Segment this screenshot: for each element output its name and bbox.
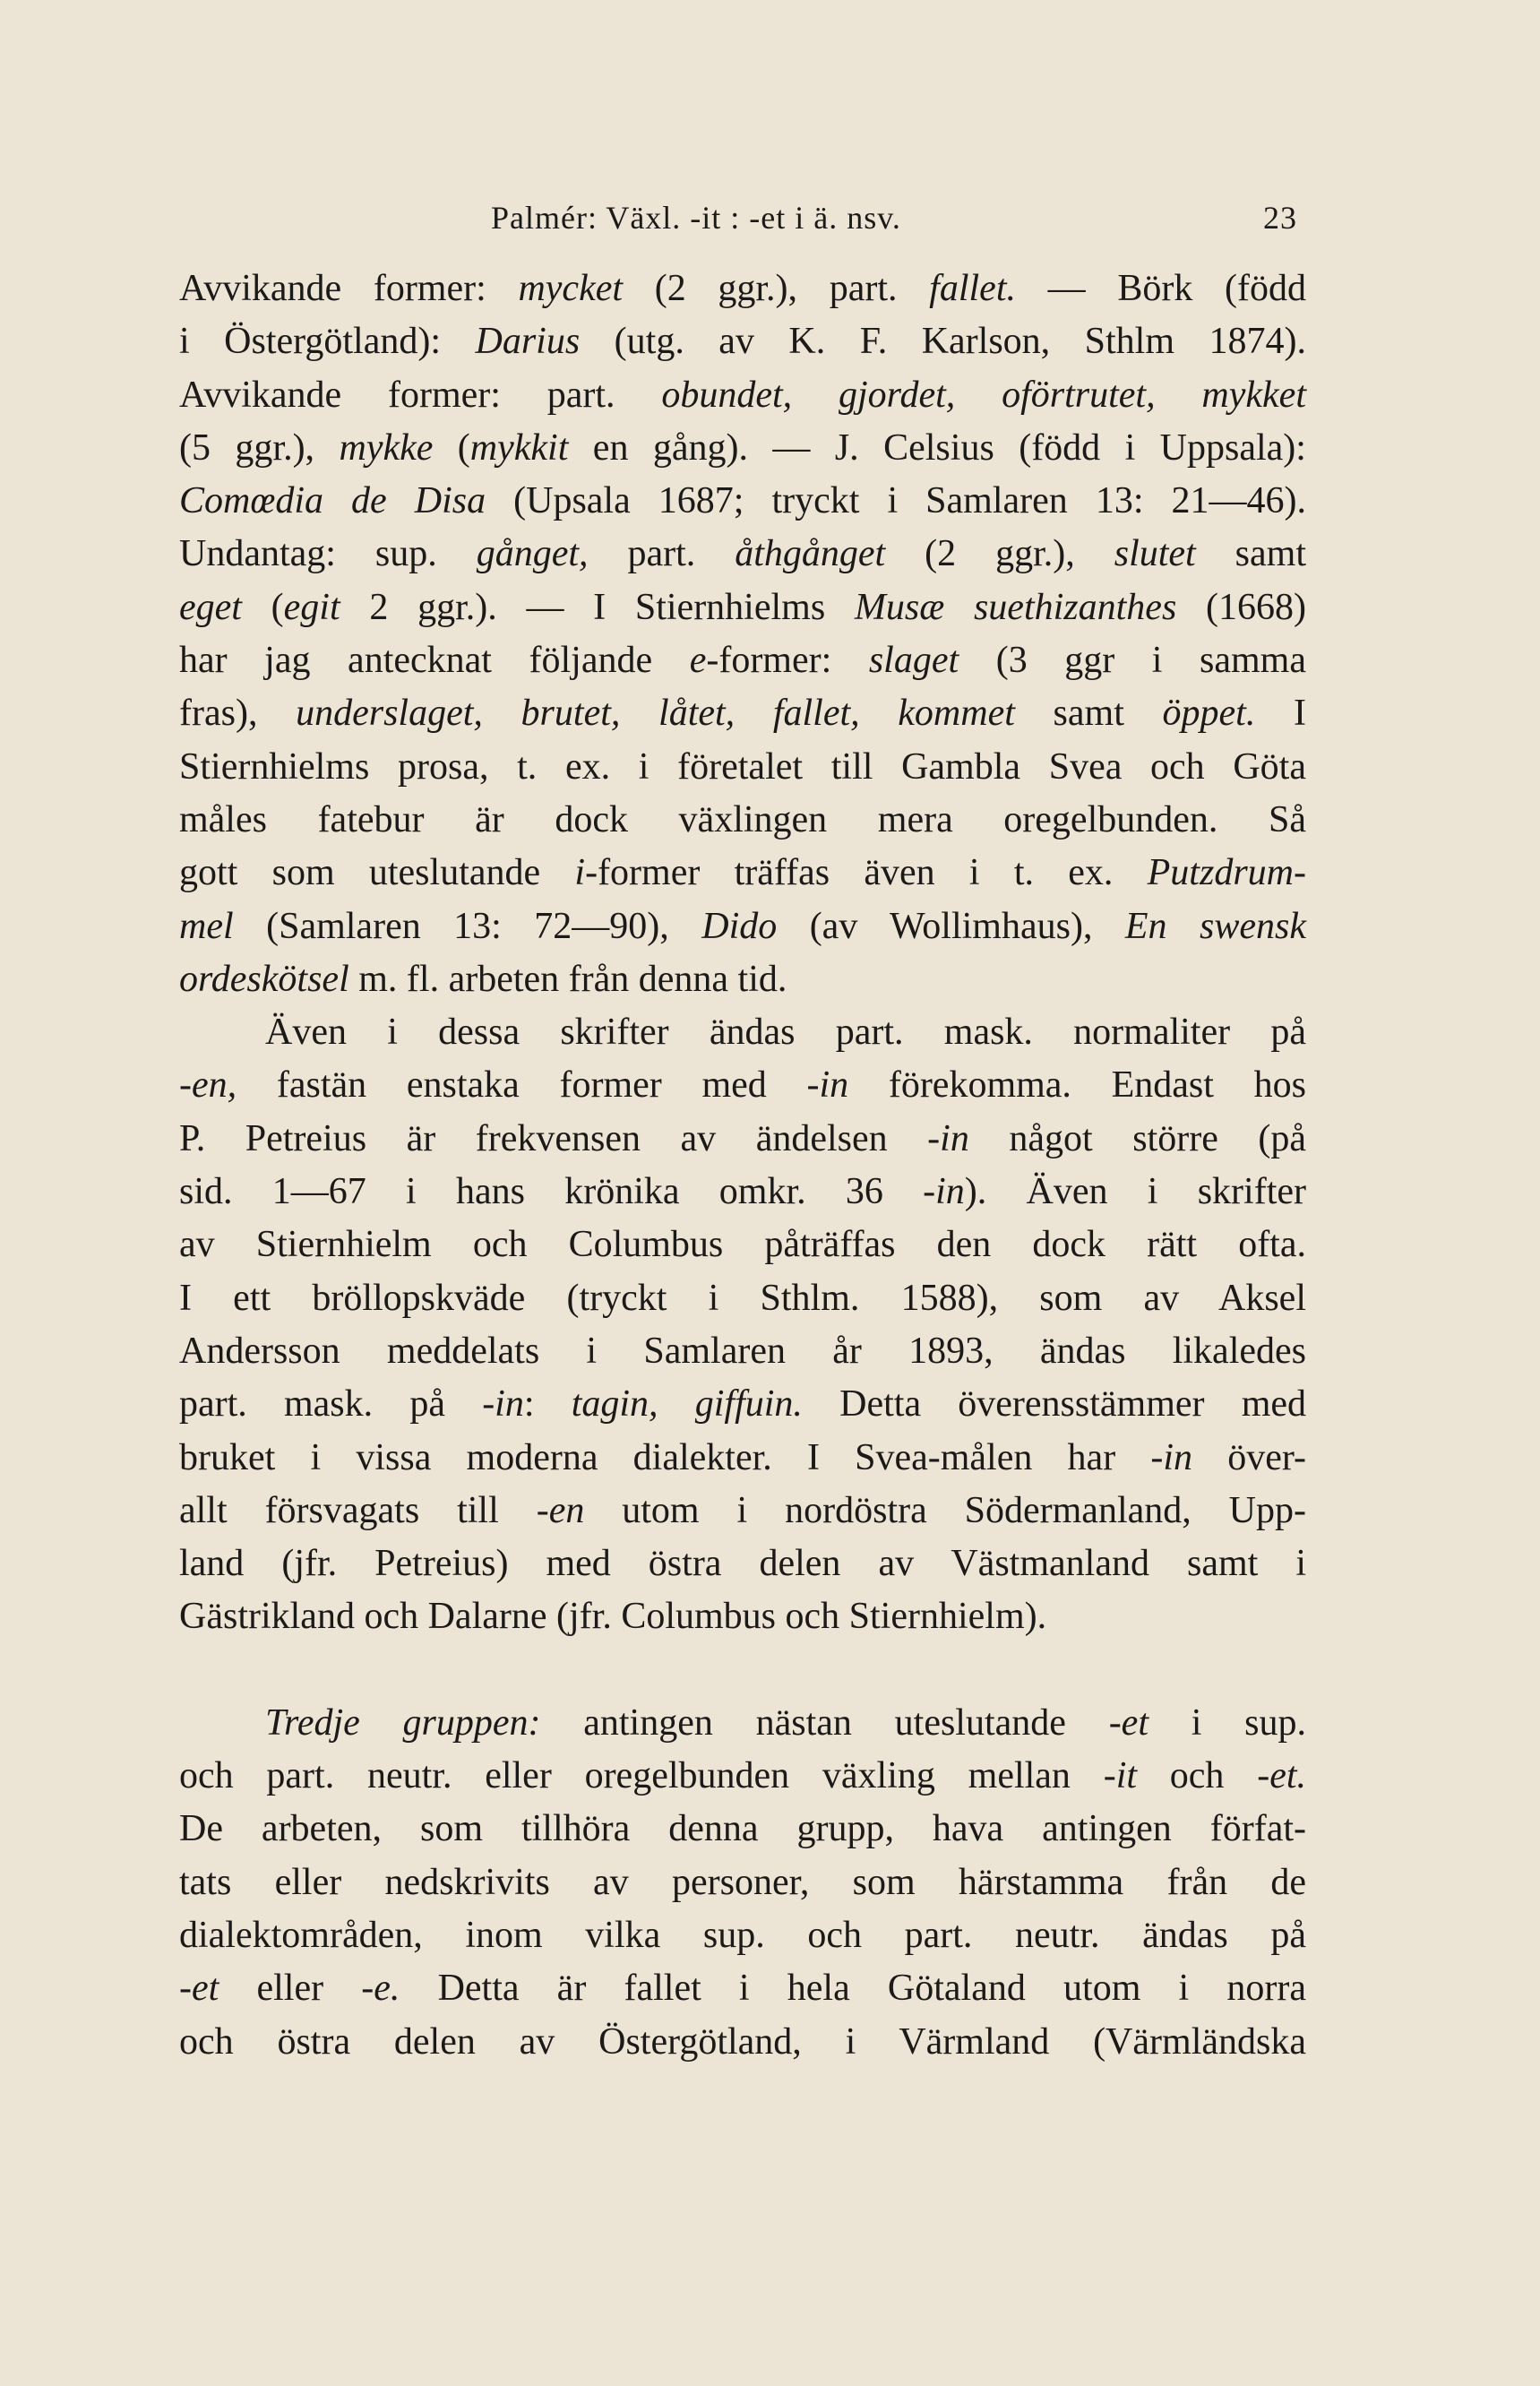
paragraph-gap [179, 1644, 1306, 1697]
text-line [179, 315, 1306, 368]
italic-text: Dido [701, 905, 778, 947]
text-run: antingen nästan uteslutande [540, 1701, 1109, 1744]
text-run: P. Petreius är frekvensen av ändelsen [179, 1117, 928, 1159]
text-run: (av Wollimhaus), [777, 905, 1125, 947]
text-run: av Stiernhielm och Columbus påträffas den dock rätt ofta. [179, 1224, 1306, 1266]
text-run: 2 ggr.). — I Stiernhielms [340, 586, 855, 628]
text-run: ( [241, 586, 284, 628]
text-run: och östra delen av Östergötland, i Värmland (Värmländska [179, 2020, 1306, 2063]
text-run: (Upsala 1687; tryckt i Samlaren 13: 21—46). [486, 480, 1307, 522]
text-line [179, 687, 1306, 740]
text-run: sid. 1—67 i hans krönika omkr. 36 [179, 1171, 924, 1213]
text-run: tats eller nedskrivits av personer, som härstamma från de [179, 1861, 1306, 1903]
text-run: (2 ggr.), part. [623, 268, 930, 309]
text-run: dialektområden, inom vilka sup. och part. neutr. ändas på [179, 1914, 1306, 1956]
italic-text: egit [283, 586, 340, 628]
text-line [179, 1059, 1306, 1112]
italic-text: slutet [1114, 533, 1196, 575]
text-run: -former träffas även i t. ex. [585, 852, 1148, 894]
text-run: något större (på [968, 1117, 1306, 1159]
text-line [179, 422, 1306, 475]
italic-text: fallet. [929, 268, 1016, 309]
text-run: Stiernhielms prosa, t. ex. i företalet till Gambla Svea och Göta [179, 745, 1306, 788]
text-line [179, 794, 1306, 847]
text-run: I [1255, 693, 1306, 735]
text-line [179, 634, 1306, 687]
text-line [179, 1697, 1306, 1750]
italic-text: mykke [339, 426, 434, 469]
italic-text: mycket [518, 268, 624, 309]
text-line [179, 1272, 1306, 1325]
page-header [491, 199, 1297, 242]
text-run: över- [1192, 1436, 1306, 1478]
text-run: utom i nordöstra Södermanland, Upp- [584, 1489, 1306, 1531]
text-line [179, 741, 1306, 794]
text-run: (Samlaren 13: 72—90), [233, 905, 702, 947]
text-run: eller [219, 1968, 362, 2010]
italic-text: Comœdia de Disa [179, 480, 486, 522]
text-run: i Östergötland): [179, 321, 476, 363]
text-line [179, 475, 1306, 528]
text-line [179, 1856, 1306, 1909]
text-line [179, 1803, 1306, 1856]
italic-text: eget [179, 586, 242, 628]
text-line [179, 1590, 1306, 1643]
text-run: och part. neutr. eller oregelbunden växling mellan [179, 1755, 1104, 1797]
text-line [179, 369, 1306, 422]
italic-text: ordeskötsel [179, 958, 349, 1000]
italic-text: -in [1150, 1436, 1193, 1478]
text-run: (utg. av K. F. Karlson, Sthlm 1874). [580, 321, 1306, 363]
text-run: Avvikande former: part. [179, 374, 662, 416]
body-text [179, 263, 1306, 2069]
text-run: Andersson meddelats i Samlaren år 1893, ändas likaledes [179, 1330, 1306, 1372]
italic-text: mel [179, 905, 234, 947]
text-line [179, 1219, 1306, 1271]
text-line [179, 1113, 1306, 1166]
text-run: (5 ggr.), [179, 426, 340, 469]
text-run: Detta är fallet i hela Götaland utom i norra [400, 1968, 1306, 2010]
italic-text: -in [923, 1171, 965, 1213]
text-run: i sup. [1148, 1701, 1306, 1744]
text-line [179, 1378, 1306, 1431]
text-run: -former: [706, 640, 869, 682]
italic-text: -in [927, 1117, 969, 1159]
text-run: en gång). — J. Celsius (född i Uppsala): [568, 426, 1306, 469]
text-run: (3 ggr i samma [959, 640, 1306, 682]
text-run: land (jfr. Petreius) med östra delen av Västmanland samt i [179, 1543, 1306, 1585]
text-run: måles fatebur är dock växlingen mera oregelbunden. Så [179, 798, 1306, 840]
italic-text: -et [1108, 1701, 1149, 1744]
italic-text: obundet, gjordet, oförtrutet, mykket [661, 374, 1306, 416]
italic-text: e [689, 640, 707, 682]
text-line [179, 1432, 1306, 1485]
text-run: har jag antecknat följande [179, 640, 690, 682]
italic-text: slaget [868, 640, 959, 682]
text-line [179, 1538, 1306, 1590]
text-run: (2 ggr.), [885, 533, 1114, 575]
italic-text: -in [806, 1064, 849, 1107]
text-run: fras), [179, 693, 297, 735]
text-run: ( [433, 426, 470, 469]
italic-text: underslaget, brutet, låtet, fallet, kommet [296, 693, 1015, 735]
text-run: bruket i vissa moderna dialekter. I Svea-målen har [179, 1436, 1151, 1478]
text-line [179, 263, 1306, 315]
italic-text: Putzdrum- [1147, 852, 1306, 894]
text-run: förekomma. Endast hos [848, 1064, 1306, 1107]
text-line [179, 1962, 1306, 2015]
text-line [179, 1166, 1306, 1219]
text-run: och [1137, 1755, 1258, 1797]
italic-text: Musæ suethizanthes [854, 586, 1177, 628]
italic-text: Darius [475, 321, 581, 363]
italic-text: gånget, [476, 533, 589, 575]
text-line [179, 1909, 1306, 1962]
text-line [179, 1750, 1306, 1803]
text-run: (1668) [1176, 586, 1306, 628]
text-run: — Börk (född [1016, 268, 1306, 309]
text-line [179, 528, 1306, 581]
text-line [179, 953, 1306, 1006]
page-number: 23 [1263, 200, 1297, 236]
italic-text: öppet. [1162, 693, 1256, 735]
running-head: Palmér: Växl. -it : -et i ä. nsv. [491, 200, 901, 236]
text-run: Avvikande former: [179, 268, 519, 309]
italic-text: tagin, giffuin. [571, 1383, 803, 1426]
italic-text: -et [179, 1968, 219, 2010]
text-run: fastän enstaka former med [237, 1064, 807, 1107]
italic-text: -et. [1257, 1755, 1306, 1797]
italic-text: -en, [179, 1064, 237, 1107]
text-run: samt [1014, 693, 1163, 735]
italic-text: -in [482, 1383, 524, 1426]
italic-text: Tredje gruppen: [265, 1701, 541, 1744]
text-line [179, 1006, 1306, 1059]
italic-text: i [574, 852, 586, 894]
text-run: m. fl. arbeten från denna tid. [348, 958, 787, 1000]
text-run: De arbeten, som tillhöra denna grupp, hava antingen förfat- [179, 1808, 1306, 1850]
text-run: I ett bröllopskväde (tryckt i Sthlm. 1588), som av Aksel [179, 1277, 1306, 1319]
text-line [179, 1485, 1306, 1538]
text-run: Undantag: sup. [179, 533, 477, 575]
text-line [179, 2016, 1306, 2069]
italic-text: mykkit [469, 426, 569, 469]
text-run: part. mask. på [179, 1383, 483, 1426]
text-line [179, 1325, 1306, 1378]
text-run: part. [588, 533, 736, 575]
italic-text: åthgånget [735, 533, 886, 575]
italic-text: -en [536, 1489, 585, 1531]
italic-text: En swensk [1124, 905, 1307, 947]
italic-text: -e. [361, 1968, 400, 2010]
text-run: ). Även i skrifter [964, 1171, 1306, 1213]
text-run: Gästrikland och Dalarne (jfr. Columbus och Stiernhielm). [179, 1596, 1047, 1638]
text-line [179, 581, 1306, 634]
text-run: allt försvagats till [179, 1489, 537, 1531]
text-run: Även i dessa skrifter ändas part. mask. normaliter på [265, 1012, 1306, 1054]
text-run: samt [1195, 533, 1306, 575]
text-line [179, 847, 1306, 900]
text-run: : [523, 1383, 572, 1426]
text-line [179, 900, 1306, 953]
text-run: Detta överensstämmer med [802, 1383, 1307, 1426]
text-run: gott som uteslutande [179, 852, 575, 894]
italic-text: -it [1103, 1755, 1138, 1797]
